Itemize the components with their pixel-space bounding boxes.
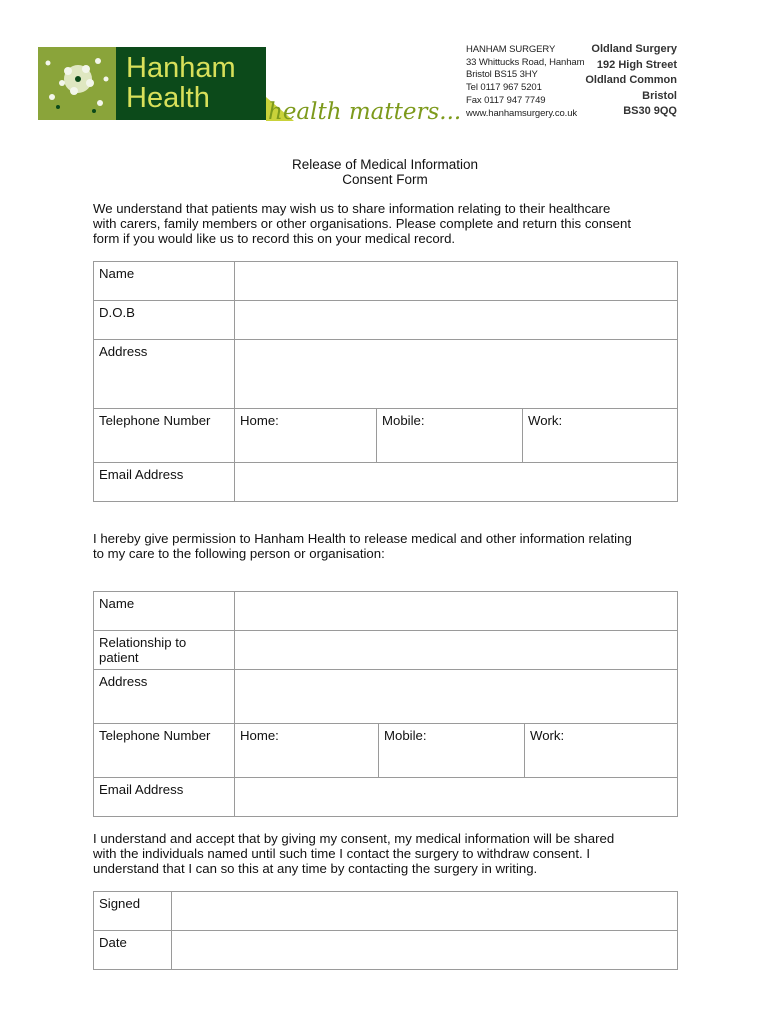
permission-line2: to my care to the following person or organisation:: [93, 546, 385, 562]
recipient-address-label: Address: [94, 670, 235, 724]
patient-home-phone-field[interactable]: [235, 409, 377, 463]
work-label: Work:: [528, 413, 563, 428]
patient-mobile-phone-field[interactable]: [377, 409, 523, 463]
flower-logo-icon: [38, 47, 116, 120]
recipient-name-label: Name: [94, 592, 235, 631]
recipient-relationship-label: [94, 631, 235, 670]
patient-address-label: Address: [94, 340, 235, 409]
surgery-fax: Fax 0117 947 7749: [466, 94, 546, 106]
table-row: [94, 778, 678, 817]
table-row: [94, 631, 678, 670]
patient-details-table: [93, 261, 678, 502]
branch-line5: BS30 9QQ: [623, 105, 677, 117]
understand-paragraph: [93, 831, 693, 877]
table-row: [94, 592, 678, 631]
relationship-label-line1: Relationship to: [99, 635, 187, 650]
document-title-line2: Consent Form: [342, 172, 428, 187]
recipient-relationship-field[interactable]: [235, 631, 678, 670]
patient-address-field[interactable]: [235, 340, 678, 409]
permission-line1: I hereby give permission to Hanham Health to release medical and other information relating: [93, 531, 632, 546]
logo-tagline: health matters...: [268, 99, 462, 125]
signature-field[interactable]: [172, 892, 678, 931]
date-label: Date: [94, 931, 172, 970]
surgery-tel: Tel 0117 967 5201: [466, 82, 542, 94]
signed-label: Signed: [94, 892, 172, 931]
recipient-email-field[interactable]: [235, 778, 678, 817]
patient-email-label: Email Address: [94, 463, 235, 502]
date-field[interactable]: [172, 931, 678, 970]
branch-line3: Oldland Common: [585, 74, 677, 86]
logo-title-line2: Health: [126, 82, 210, 114]
patient-dob-field[interactable]: [235, 301, 678, 340]
surgery-name: HANHAM SURGERY: [466, 44, 556, 55]
recipient-details-table: [93, 591, 678, 817]
recipient-name-field[interactable]: [235, 592, 678, 631]
table-row: [94, 724, 678, 778]
patient-name-field[interactable]: [235, 262, 678, 301]
hanham-health-logo: [38, 47, 462, 127]
understand-line3: understand that I can so this at any time by contacting the surgery in writing.: [93, 861, 538, 877]
table-row: [94, 340, 678, 409]
table-row: [94, 892, 678, 931]
surgery-address-line1: 33 Whittucks Road, Hanham: [466, 56, 585, 68]
recipient-mobile-phone-field[interactable]: [379, 724, 525, 778]
surgery-address-line2: Bristol BS15 3HY: [466, 69, 538, 81]
patient-dob-label: D.O.B: [94, 301, 235, 340]
logo-title-line1: Hanham: [126, 52, 236, 84]
table-row: [94, 670, 678, 724]
patient-name-label: Name: [94, 262, 235, 301]
document-title-line1: Release of Medical Information: [291, 157, 479, 172]
recipient-email-label: Email Address: [94, 778, 235, 817]
intro-line2: with carers, family members or other organisations. Please complete and return this consent: [93, 216, 632, 232]
branch-address: [585, 42, 677, 120]
intro-line3: form if you would like us to record this on your medical record.: [93, 231, 456, 247]
recipient-home-phone-field[interactable]: [235, 724, 379, 778]
mobile-label: Mobile:: [382, 413, 425, 428]
table-row: [94, 463, 678, 502]
document-title: [0, 157, 770, 187]
patient-email-field[interactable]: [235, 463, 678, 502]
mobile-label: Mobile:: [384, 728, 427, 743]
branch-line4: Bristol: [642, 89, 677, 102]
home-label: Home:: [240, 728, 279, 743]
work-label: Work:: [530, 728, 565, 743]
surgery-website: www.hanhamsurgery.co.uk: [466, 107, 578, 119]
recipient-work-phone-field[interactable]: [525, 724, 678, 778]
table-row: [94, 301, 678, 340]
table-row: [94, 409, 678, 463]
table-row: [94, 262, 678, 301]
patient-work-phone-field[interactable]: [523, 409, 678, 463]
intro-line1: We understand that patients may wish us to share information relating to their healthcare: [93, 201, 611, 216]
logo-title: [126, 53, 236, 113]
surgery-address: [466, 44, 584, 120]
branch-line1: Oldland Surgery: [591, 43, 677, 55]
branch-line2: 192 High Street: [596, 58, 677, 71]
understand-line2: with the individuals named until such time I contact the surgery to withdraw consent. I: [93, 846, 590, 862]
recipient-telephone-label: Telephone Number: [94, 724, 235, 778]
patient-telephone-label: Telephone Number: [94, 409, 235, 463]
table-row: [94, 931, 678, 970]
understand-line1: I understand and accept that by giving my consent, my medical information will be shared: [93, 831, 615, 846]
recipient-address-field[interactable]: [235, 670, 678, 724]
permission-paragraph: [93, 531, 693, 561]
relationship-label-line2: patient: [99, 650, 139, 665]
intro-paragraph: [93, 201, 693, 247]
home-label: Home:: [240, 413, 279, 428]
signature-table: [93, 891, 678, 970]
